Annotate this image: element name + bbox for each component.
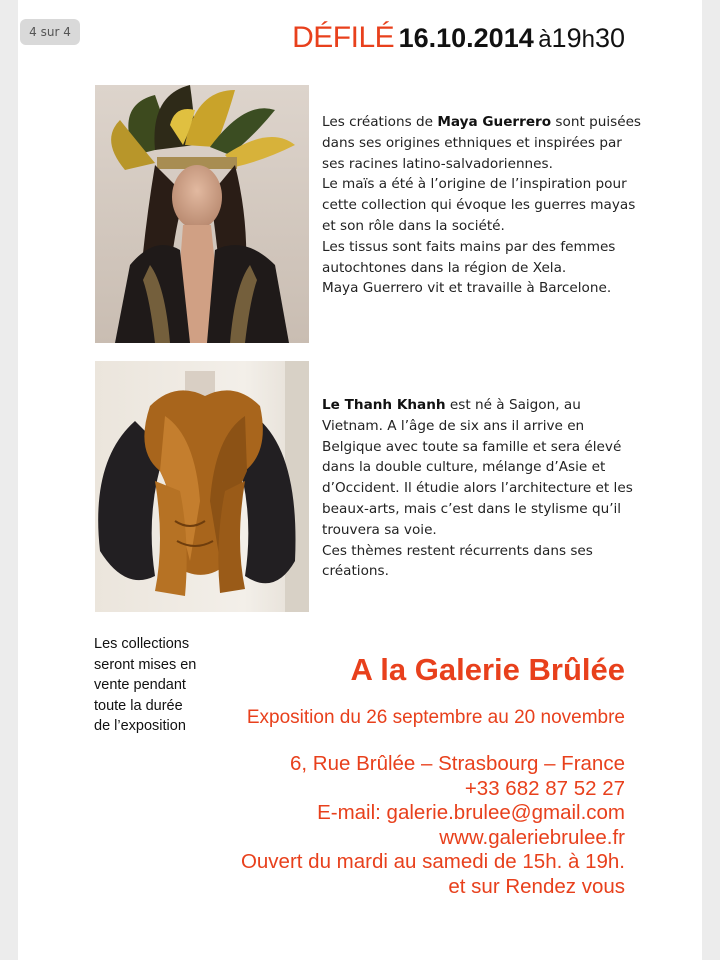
time-hours: 19 (551, 23, 582, 53)
gallery-website: www.galeriebrulee.fr (439, 825, 625, 849)
event-date: 16.10.2014 (398, 23, 534, 53)
page-indicator: 4 sur 4 (20, 19, 80, 45)
le-thanh-khanh-name: Le Thanh Khanh (322, 397, 446, 413)
event-header (292, 21, 625, 55)
time-prefix: à (538, 26, 552, 53)
time-minutes: 30 (594, 23, 625, 53)
gallery-contact (241, 752, 625, 899)
sale-note: Les collections seront mises en vente pendant toute la durée de l’exposition (94, 636, 197, 734)
time-h: h (581, 26, 595, 53)
gallery-address: 6, Rue Brûlée – Strasbourg – France (289, 752, 625, 775)
gallery-phone: +33 682 87 52 27 (464, 776, 625, 800)
maya-guerrero-bio: Les créations de Maya Guerrero sont puisées dans ses origines ethniques et inspirées par ses racines latino-salvadoriennes. Le maïs a été à l’origine de l’inspiration pour cette collection qui évoque les guerres mayas et son rôle dans la société. Les tissus sont faits mains par des femmes autochtones dans la région de Xela. Maya Guerrero vit et travaille à Barcelone. (322, 114, 642, 297)
exposition-dates: Exposition du 26 septembre au 20 novembre (246, 707, 625, 728)
le-thanh-khanh-photo (95, 361, 309, 612)
gallery-email: E-mail: galerie.brulee@gmail.com (317, 801, 625, 824)
maya-guerrero-photo (95, 85, 309, 343)
le-thanh-khanh-bio: Le Thanh Khanh est né à Saigon, au Vietnam. A l’âge de six ans il arrive en Belgique avec toute sa famille et sera élevé dans la double culture, mélange d’Asie et d’Occident. Il étudie alors l’architecture et les beaux-arts, mais c’est dans le stylisme qu’il trouvera sa voie. Ces thèmes restent récurrents dans ses créations. (322, 397, 633, 580)
defile-title: DÉFILÉ (292, 21, 395, 54)
gallery-title: A la Galerie Brûlée (350, 652, 625, 687)
gallery-appointment: et sur Rendez vous (448, 874, 625, 898)
maya-guerrero-name: Maya Guerrero (437, 114, 552, 130)
gallery-hours: Ouvert du mardi au samedi de 15h. à 19h. (240, 850, 625, 873)
